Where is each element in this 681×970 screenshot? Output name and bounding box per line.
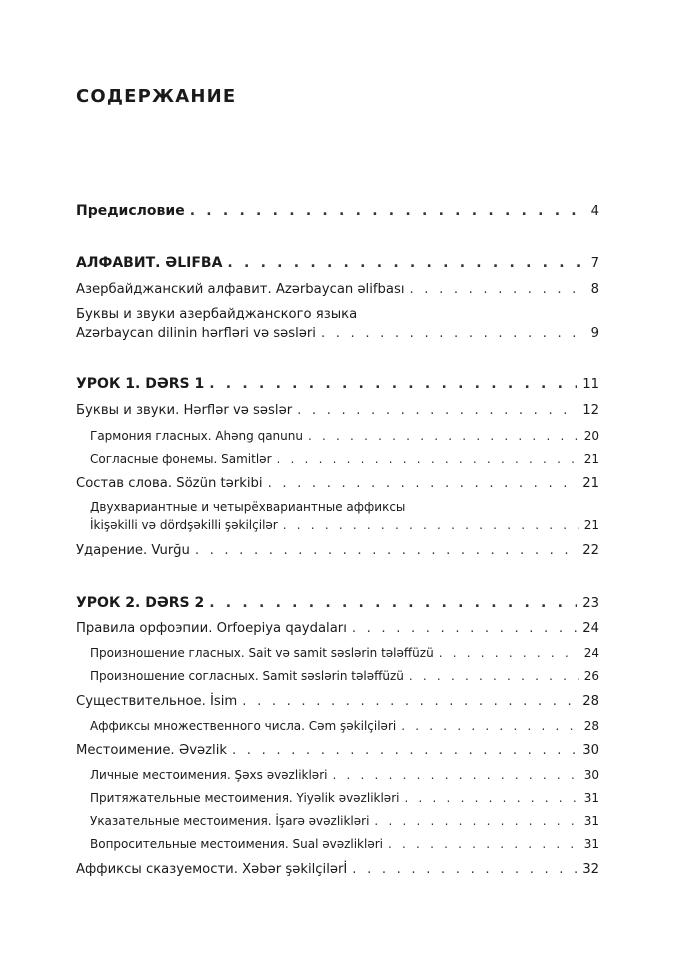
toc-entry-title: Состав слова. Sözün tərkibi (76, 476, 263, 491)
dot-leader (410, 282, 586, 298)
toc-entry-page: 31 (583, 814, 599, 828)
dot-leader (388, 836, 579, 852)
toc-entry-page: 31 (583, 837, 599, 851)
dot-leader (321, 326, 586, 342)
toc-entry-page: 8 (590, 282, 599, 297)
toc-entry[interactable] (76, 326, 599, 342)
toc-entry-title: Произношение гласных. Sait və samit səslərin tələffüzü (90, 646, 434, 660)
toc-entry[interactable] (90, 767, 599, 783)
dot-leader (283, 517, 579, 533)
dot-leader (195, 543, 577, 559)
toc-entry-title: Существительное. İsim (76, 694, 238, 709)
toc-entry[interactable] (90, 451, 599, 467)
toc-entry-title: Аффиксы множественного числа. Cəm şəkilçiləri (90, 719, 397, 733)
toc-entry[interactable] (90, 645, 599, 661)
toc-entry-page: 9 (590, 326, 599, 341)
toc-entry[interactable] (76, 862, 599, 878)
toc-entry-title: Азербайджанский алфавит. Azərbaycan əlifbası (76, 282, 405, 297)
dot-leader (209, 376, 577, 392)
toc-entry-page: 11 (582, 377, 599, 392)
toc-entry-title: Ударение. Vurğu (76, 543, 190, 558)
toc-entry-title: Местоимение. Əvəzlik (76, 743, 227, 758)
toc-entry-page: 28 (583, 719, 599, 733)
toc-entry-page: 30 (583, 768, 599, 782)
dot-leader (297, 403, 577, 419)
toc-entry-title: Гармония гласных. Ahəng qanunu (90, 429, 303, 443)
dot-leader (232, 743, 577, 759)
toc-entry-page: 31 (583, 791, 599, 805)
toc-entry-page: 32 (582, 862, 599, 877)
dot-leader (352, 862, 577, 878)
toc-entry-page: 23 (582, 596, 599, 611)
dot-leader (209, 595, 577, 611)
toc-entry-title: Правила орфоэпии. Orfoepiya qaydaları (76, 621, 347, 636)
toc-entry-page: 4 (590, 204, 599, 219)
toc-entry-title: Azərbaycan dilinin hərfləri və səsləri (76, 326, 316, 341)
dot-leader (308, 428, 579, 444)
toc-entry[interactable] (76, 694, 599, 710)
toc-entry-page: 12 (582, 403, 599, 418)
toc-entry[interactable] (76, 255, 599, 272)
toc-entry-title: Буквы и звуки. Hərflər və səslər (76, 403, 293, 418)
toc-entry-title: УРОК 1. DƏRS 1 (76, 376, 205, 392)
toc-entry[interactable] (76, 403, 599, 419)
toc-entry-page: 30 (582, 743, 599, 758)
dot-leader (268, 476, 578, 492)
toc-entry[interactable] (76, 595, 599, 612)
dot-leader (374, 813, 578, 829)
dot-leader (190, 203, 586, 219)
toc-entry[interactable] (90, 428, 599, 444)
toc-entry[interactable] (90, 836, 599, 852)
toc-entry-page: 22 (582, 543, 599, 558)
toc-entry[interactable] (90, 718, 599, 734)
dot-leader (352, 621, 577, 637)
toc-entry[interactable] (76, 621, 599, 637)
toc-entry-page: 21 (583, 452, 599, 466)
dot-leader (332, 767, 578, 783)
toc-entry-title: Произношение согласных. Samit səslərin tələffüzü (90, 669, 404, 683)
dot-leader (404, 790, 578, 806)
toc-entry-page: 28 (582, 694, 599, 709)
toc-entry-title: Согласные фонемы. Samitlər (90, 452, 272, 466)
toc-entry-page: 7 (590, 256, 599, 271)
toc-entry[interactable] (76, 743, 599, 759)
toc-entry-page: 21 (582, 476, 599, 491)
page-title: СОДЕРЖАНИЕ (76, 86, 237, 107)
toc-entry-title: УРОК 2. DƏRS 2 (76, 595, 205, 611)
toc-entry-title: İkişəkilli və dördşəkilli şəkilçilər (90, 518, 278, 532)
dot-leader (409, 668, 579, 684)
dot-leader (439, 645, 579, 661)
toc-entry[interactable] (90, 517, 599, 533)
toc-entry[interactable] (90, 813, 599, 829)
dot-leader (277, 451, 579, 467)
toc-entry-title: Притяжательные местоимения. Yiyəlik əvəzlikləri (90, 791, 400, 805)
toc-entry-page: 24 (583, 646, 599, 660)
toc-entry-title: Вопросительные местоимения. Sual əvəzlikləri (90, 837, 383, 851)
toc-entry-title: Личные местоимения. Şəxs əvəzlikləri (90, 768, 328, 782)
toc-entry-page: 20 (583, 429, 599, 443)
toc-entry-page: 21 (583, 518, 599, 532)
toc-entry[interactable] (76, 476, 599, 492)
toc-entry[interactable] (90, 668, 599, 684)
toc-entry-title-line1: Двухвариантные и четырёхвариантные аффиксы (90, 500, 406, 514)
toc-entry-title: Указательные местоимения. İşarə əvəzlikləri (90, 814, 370, 828)
dot-leader (242, 694, 577, 710)
toc-entry[interactable] (76, 203, 599, 220)
dot-leader (401, 718, 579, 734)
toc-entry[interactable] (76, 282, 599, 298)
toc-entry-page: 24 (582, 621, 599, 636)
toc-entry-title: Предисловие (76, 203, 185, 219)
toc-entry-title: Аффиксы сказуемости. Xəbər şəkilçilərİ (76, 862, 348, 877)
toc-entry-page: 26 (583, 669, 599, 683)
toc-entry[interactable] (90, 790, 599, 806)
toc-entry[interactable] (76, 376, 599, 393)
dot-leader (227, 255, 585, 271)
toc-entry[interactable] (76, 543, 599, 559)
toc-entry-title: АЛФАВИТ. ӘLIFBA (76, 255, 223, 271)
toc-entry-title-line1: Буквы и звуки азербайджанского языка (76, 307, 358, 322)
